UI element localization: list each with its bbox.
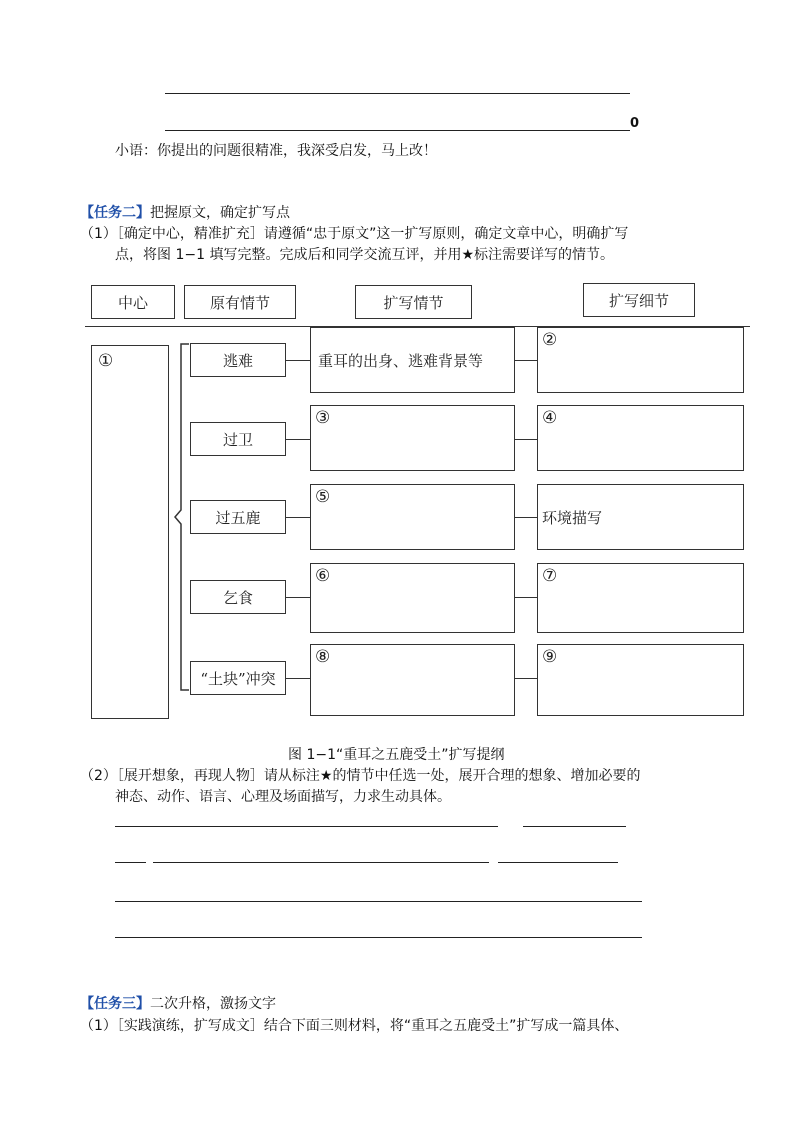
expanded-detail-box-2[interactable] [537,405,744,471]
expanded-plot-text-1: 重耳的出身、逃难背景等 [318,352,484,370]
detail-num-1: ② [542,330,558,350]
expanded-detail-box-4[interactable] [537,563,744,633]
expanded-plot-box-2[interactable] [310,405,515,471]
plot-num-5: ⑧ [315,647,331,667]
expanded-plot-box-4[interactable] [310,563,515,633]
task2-item1-line2: 点，将图 1−1 填写完整。完成后和同学交流互评，并用★标注需要详写的情节。 [115,247,614,263]
header-original-plot: 原有情节 [184,285,296,319]
plot-num-3: ⑤ [315,487,331,507]
expansion-outline-diagram [85,280,750,720]
diagram-caption: 图 1−1“重耳之五鹿受土”扩写提纲 [288,747,505,763]
answer-line[interactable] [165,93,630,94]
plot-label-begging: 乞食 [190,580,286,614]
header-center: 中心 [91,285,175,319]
connector [515,439,537,440]
center-num: ① [98,351,114,371]
writing-line[interactable] [153,862,489,863]
line-end-mark: 0 [630,116,640,131]
writing-line[interactable] [115,862,146,863]
detail-num-5: ⑨ [542,647,558,667]
writing-line[interactable] [115,937,642,938]
task2-item2-line2: 神态、动作、语言、心理及场面描写，力求生动具体。 [115,789,451,805]
xiaoyu-comment: 小语：你提出的问题很精准，我深受启发，马上改！ [115,143,437,159]
task2-title: 把握原文，确定扩写点 [150,205,290,221]
detail-num-2: ④ [542,408,558,428]
writing-line[interactable] [115,826,498,827]
writing-line[interactable] [498,862,618,863]
detail-num-4: ⑦ [542,566,558,586]
task2-item1-line1: （1）［确定中心，精准扩充］请遵循“忠于原文”这一扩写原则，确定文章中心，明确扩写 [80,226,629,242]
connector [286,360,310,361]
expanded-plot-box-3[interactable] [310,484,515,550]
expanded-plot-box-5[interactable] [310,644,515,716]
task2-heading [80,203,290,223]
connector [286,678,310,679]
expanded-detail-box-5[interactable] [537,644,744,716]
center-answer-box[interactable] [91,345,169,719]
plot-label-wei: 过卫 [190,422,286,456]
plot-label-wulu: 过五鹿 [190,500,286,534]
task2-bracket: 【任务二】 [80,205,150,221]
plot-num-4: ⑥ [315,566,331,586]
connector [515,360,537,361]
connector [286,517,310,518]
writing-line[interactable] [115,901,642,902]
plot-label-escape: 逃难 [190,343,286,377]
task3-bracket: 【任务三】 [80,996,150,1012]
expanded-detail-box-1[interactable] [537,327,744,393]
answer-line[interactable] [165,130,630,131]
task2-item2-line1: （2）［展开想象，再现人物］请从标注★的情节中任选一处，展开合理的想象、增加必要的 [80,768,641,784]
plot-num-2: ③ [315,408,331,428]
task3-heading [80,994,276,1014]
writing-line[interactable] [523,826,626,827]
connector [515,597,537,598]
header-expanded-plot: 扩写情节 [355,285,472,319]
task3-title: 二次升格，激扬文字 [150,996,276,1012]
connector [286,597,310,598]
header-expanded-detail: 扩写细节 [583,283,695,317]
plot-label-soil-conflict: “土块”冲突 [190,661,286,695]
connector [515,517,537,518]
task3-item1-line1: （1）［实践演练，扩写成文］结合下面三则材料，将“重耳之五鹿受土”扩写成一篇具体、 [80,1018,629,1034]
connector [286,439,310,440]
expanded-detail-text-3: 环境描写 [542,509,603,527]
brace-icon [171,342,191,692]
connector [515,678,537,679]
